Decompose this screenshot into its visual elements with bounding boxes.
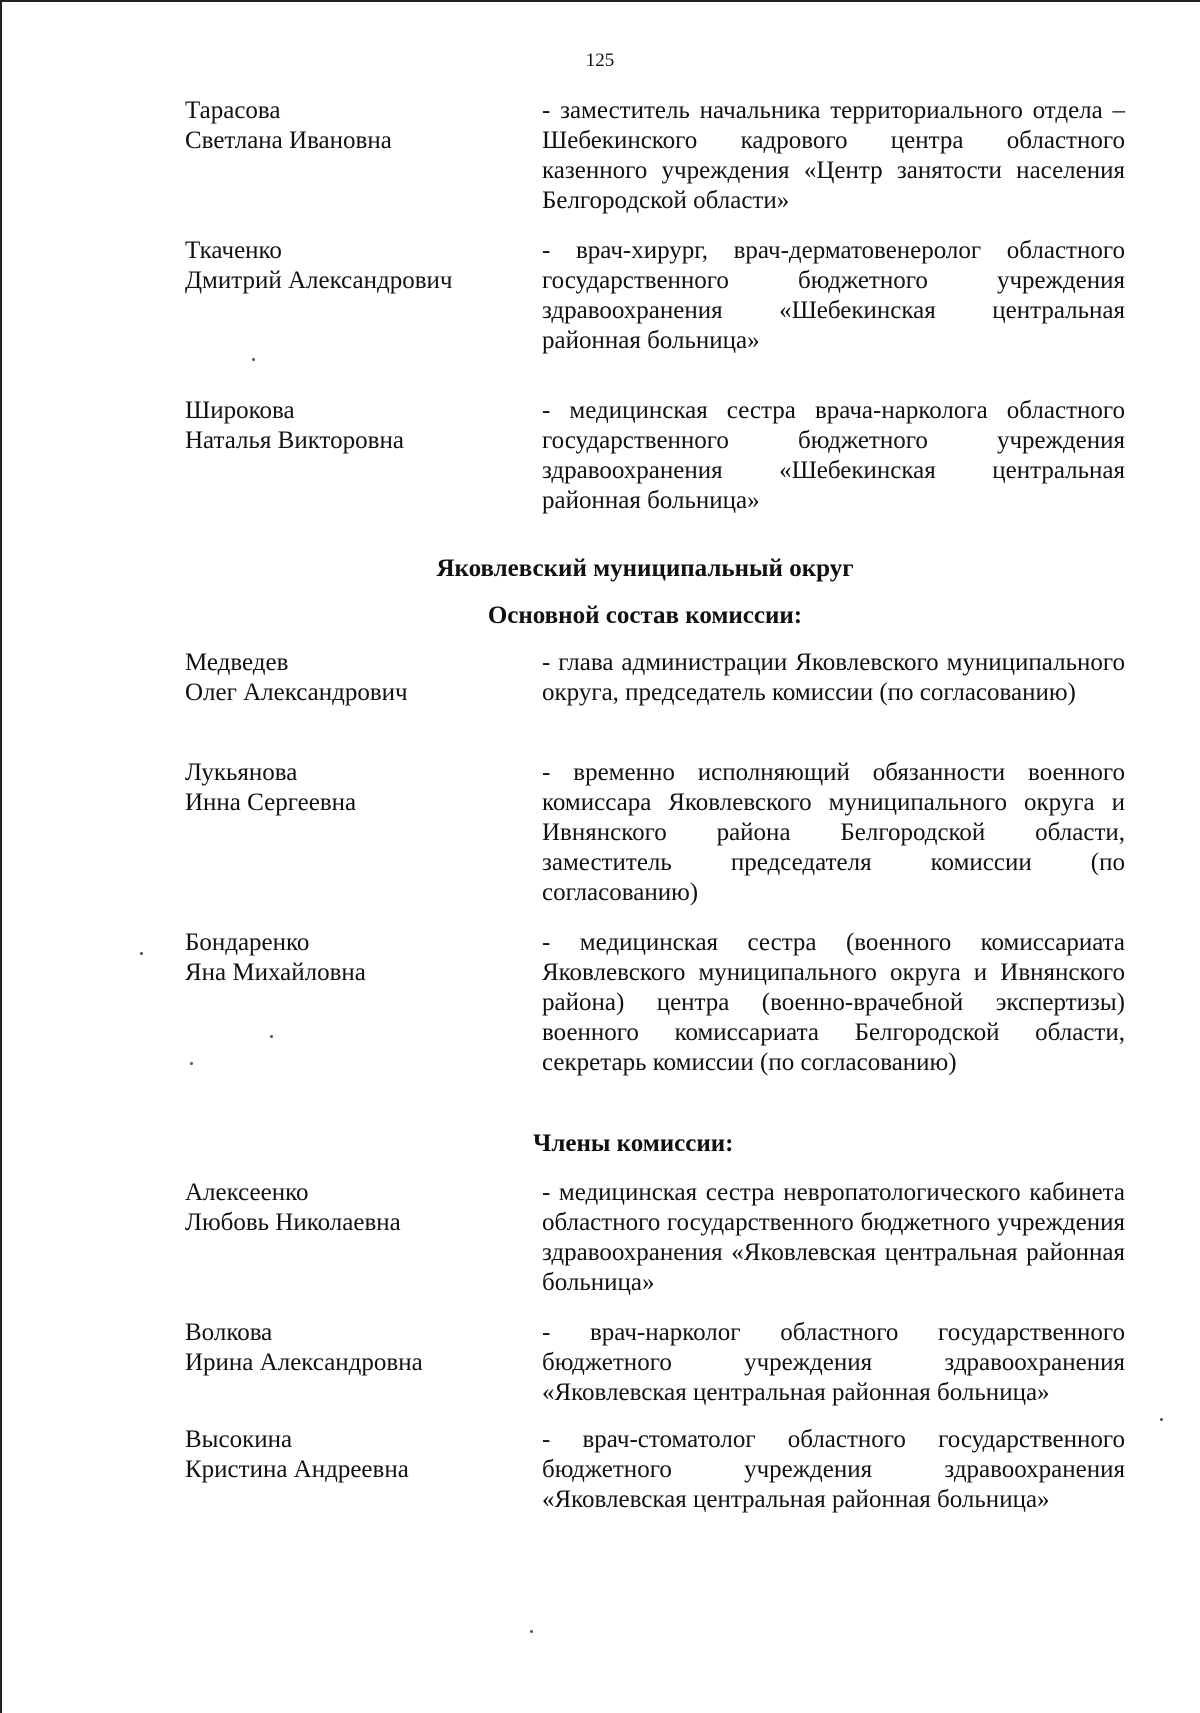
scan-edge-top — [0, 0, 1200, 2]
member-name — [185, 1318, 505, 1378]
member-surname: Алексеенко — [185, 1179, 309, 1206]
member-surname: Волкова — [185, 1319, 273, 1346]
scan-edge-left — [0, 0, 2, 1713]
member-given-names: Любовь Николаевна — [185, 1209, 401, 1236]
member-surname: Ткаченко — [185, 237, 282, 264]
member-surname: Тарасова — [185, 97, 281, 124]
scan-speck — [190, 1062, 193, 1065]
scan-speck — [1160, 1418, 1163, 1421]
scan-speck — [270, 1035, 273, 1038]
scan-speck — [140, 952, 143, 955]
member-name — [185, 928, 505, 988]
member-surname: Лукьянова — [185, 759, 298, 786]
scan-speck — [252, 358, 255, 361]
member-name — [185, 96, 505, 156]
member-position: - медицинская сестра невропатологического кабинета областного государственного бюджетного учреждения здравоохранения «Яковлевская центральная районная больница» — [542, 1179, 1125, 1296]
member-position: - заместитель начальника территориального отдела – Шебекинского кадрового центра областного казенного учреждения «Центр занятости населения Белгородской области» — [542, 97, 1125, 214]
member-given-names: Наталья Викторовна — [185, 427, 404, 454]
member-position: - врач-хирург, врач-дерматовенеролог областного государственного бюджетного учреждения здравоохранения «Шебекинская центральная районная больница» — [542, 237, 1125, 354]
page-number: 125 — [585, 50, 615, 71]
member-position: - временно исполняющий обязанности военного комиссара Яковлевского муниципального округа и Ивнянского района Белгородской области, заместитель председателя комиссии (по согласованию) — [542, 759, 1125, 906]
member-given-names: Олег Александрович — [185, 679, 408, 706]
member-position: - врач-нарколог областного государственного бюджетного учреждения здравоохранения «Яковлевская центральная районная больница» — [542, 1319, 1125, 1406]
member-given-names: Кристина Андреевна — [185, 1456, 409, 1483]
member-surname: Широкова — [185, 397, 295, 424]
member-position: - глава администрации Яковлевского муниципального округа, председатель комиссии (по согласованию) — [542, 649, 1125, 706]
member-name — [185, 648, 505, 708]
member-given-names: Дмитрий Александрович — [185, 267, 453, 294]
member-given-names: Яна Михайловна — [185, 959, 366, 986]
member-given-names: Ирина Александровна — [185, 1349, 423, 1376]
member-given-names: Инна Сергеевна — [185, 789, 357, 816]
member-surname: Бондаренко — [185, 929, 310, 956]
main-composition-heading: Основной состав комиссии: — [487, 602, 803, 629]
member-name — [185, 1425, 505, 1485]
member-surname: Высокина — [185, 1426, 293, 1453]
member-position: - медицинская сестра врача-нарколога областного государственного бюджетного учреждения здравоохранения «Шебекинская центральная районная больница» — [542, 397, 1125, 514]
district-heading: Яковлевский муниципальный округ — [436, 555, 854, 582]
member-name — [185, 1178, 505, 1238]
member-surname: Медведев — [185, 649, 289, 676]
scan-speck — [530, 1630, 533, 1633]
member-name — [185, 236, 505, 296]
member-position: - медицинская сестра (военного комиссариата Яковлевского муниципального округа и Ивнянского района) центра (военно-врачебной экспертизы) военного комиссариата Белгородской области, секретарь комиссии (по согласованию) — [542, 929, 1125, 1076]
members-heading: Члены комиссии: — [533, 1130, 734, 1157]
member-name — [185, 758, 505, 818]
member-position: - врач-стоматолог областного государственного бюджетного учреждения здравоохранения «Яковлевская центральная районная больница» — [542, 1426, 1125, 1513]
member-given-names: Светлана Ивановна — [185, 127, 392, 154]
member-name — [185, 396, 505, 456]
